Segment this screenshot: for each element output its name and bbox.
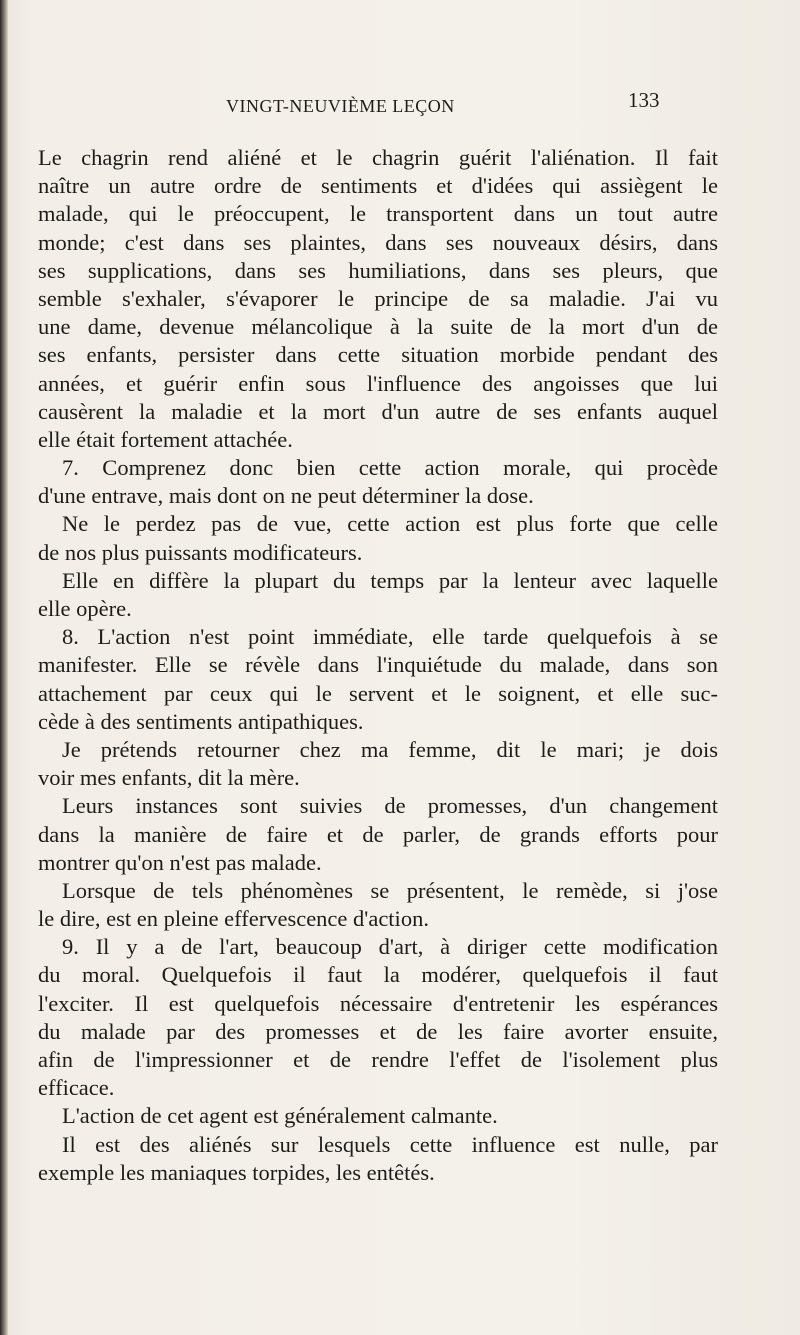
text-line: 8. L'action n'est point immédiate, elle tarde quelquefois à se (62, 624, 718, 650)
text-line: naître un autre ordre de sentiments et d'idées qui assiègent le (38, 173, 718, 199)
text-line: Leurs instances sont suivies de promesses, d'un changement (62, 793, 718, 819)
text-line: semble s'exhaler, s'évaporer le principe de sa maladie. J'ai vu (38, 285, 718, 311)
text-line: exemple les maniaques torpides, les entêtés. (38, 1159, 435, 1185)
text-line: Elle en diffère la plupart du temps par la lenteur avec laquelle (62, 567, 718, 593)
text-line: manifester. Elle se révèle dans l'inquiétude du malade, dans son (38, 652, 718, 678)
text-line: ses supplications, dans ses humiliations, dans ses pleurs, que (38, 257, 718, 283)
text-line: du malade par des promesses et de les faire avorter ensuite, (38, 1018, 718, 1044)
text-line: le dire, est en pleine effervescence d'action. (38, 906, 429, 932)
running-head (0, 88, 800, 126)
text-line: causèrent la maladie et la mort d'un autre de ses enfants auquel (38, 398, 718, 424)
text-line: l'exciter. Il est quelquefois nécessaire d'entretenir les espérances (38, 990, 718, 1016)
text-line: monde; c'est dans ses plaintes, dans ses nouveaux désirs, dans (38, 229, 718, 255)
page-number: 133 (628, 88, 660, 112)
text-line: 7. Comprenez donc bien cette action morale, qui procède (62, 455, 718, 481)
text-line: de nos plus puissants modificateurs. (38, 539, 363, 565)
text-line: Il est des aliénés sur lesquels cette influence est nulle, par (62, 1131, 718, 1157)
text-line: années, et guérir enfin sous l'influence des angoisses que lui (38, 370, 718, 396)
text-line: ses enfants, persister dans cette situation morbide pendant des (38, 342, 718, 368)
text-line: dans la manière de faire et de parler, de grands efforts pour (38, 821, 718, 847)
text-line: d'une entrave, mais dont on ne peut déterminer la dose. (38, 483, 534, 509)
text-line: elle opère. (38, 596, 132, 621)
page-spine-edge (0, 0, 8, 1335)
text-line: 9. Il y a de l'art, beaucoup d'art, à diriger cette modification (62, 934, 718, 960)
text-line: montrer qu'on n'est pas malade. (38, 849, 322, 875)
text-line: cède à des sentiments antipathiques. (38, 708, 364, 734)
text-line: attachement par ceux qui le servent et le soignent, et elle suc- (38, 680, 718, 706)
text-line: une dame, devenue mélancolique à la suite de la mort d'un de (38, 314, 718, 340)
text-line: voir mes enfants, dit la mère. (38, 765, 300, 791)
running-title: VINGT-NEUVIÈME LEÇON (226, 96, 455, 116)
text-line: du moral. Quelquefois il faut la modérer, quelquefois il faut (38, 962, 718, 988)
text-line: Lorsque de tels phénomènes se présentent, le remède, si j'ose (62, 877, 718, 903)
text-line: Le chagrin rend aliéné et le chagrin guérit l'aliénation. Il fait (38, 145, 718, 170)
text-line: efficace. (38, 1075, 115, 1101)
text-line: malade, qui le préoccupent, le transportent dans un tout autre (38, 201, 718, 227)
text-line: L'action de cet agent est généralement calmante. (62, 1103, 498, 1129)
text-line: afin de l'impressionner et de rendre l'effet de l'isolement plus (38, 1047, 718, 1072)
text-line: Je prétends retourner chez ma femme, dit le mari; je dois (62, 736, 718, 762)
text-line: elle était fortement attachée. (38, 426, 293, 452)
text-line: Ne le perdez pas de vue, cette action est plus forte que celle (62, 511, 718, 537)
body-text (38, 144, 718, 1187)
